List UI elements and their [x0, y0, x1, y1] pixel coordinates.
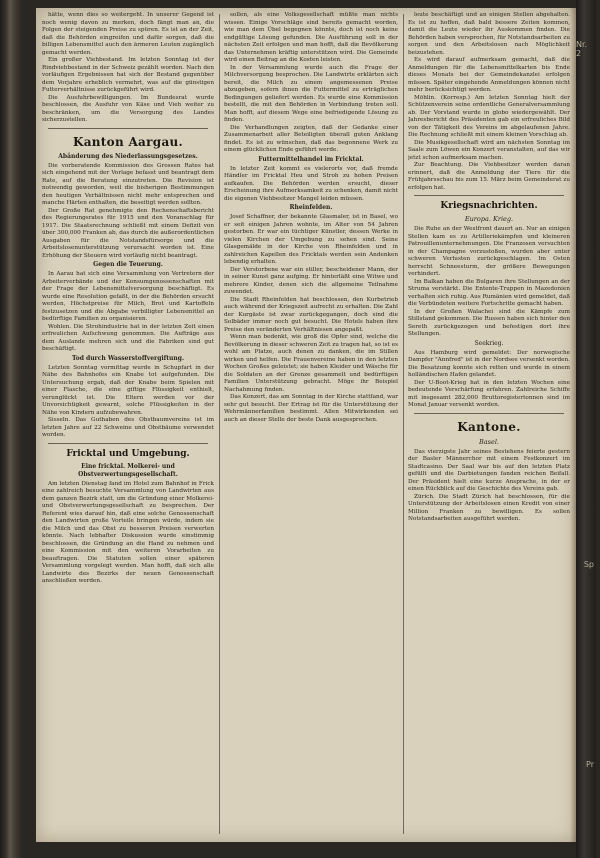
article-paragraph: Die Verhandlungen zeigten, daß der Gedanke einer Zusammenarbeit aller Beteiligten überall guten Anklang findet. Es ist zu wünschen, daß das begonnene Werk zu einem glücklichen Ende geführt werde. [224, 124, 398, 153]
article-paragraph: In letzter Zeit kommt es vielerorts vor, daß fremde Händler im Fricktal Heu und Stroh zu hohen Preisen aufkaufen. Die Behörden werden ersucht, dieser Erscheinung ihre Aufmerksamkeit zu schenken, damit nicht die eigenen Viehbesitzer Mangel leiden müssen. [224, 165, 398, 202]
article-title: Tod durch Wasserstoffvergiftung. [71, 354, 185, 362]
article-paragraph: Die vorberatende Kommission des Grossen Rates hat sich eingehend mit der Vorlage befasst und beantragt dem Rate, auf die Beratung einzutreten. Die Revision ist notwendig geworden, weil die bisherigen Bestimmungen den heutigen Verhältnissen nicht mehr entsprechen und manche Härten enthalten, die beseitigt werden sollten. [42, 162, 214, 206]
article-paragraph: Zürich. Die Stadt Zürich hat beschlossen, für die Unterstützung der Arbeitslosen einen Kredit von einer Million Franken zu bewilligen. Es sollen Notstandsarbeiten ausgeführt werden. [408, 493, 570, 522]
book-binding [576, 0, 596, 858]
article-title: Abänderung des Niederlassungsgesetzes. [58, 152, 198, 160]
section-subheading: Basel. [479, 437, 499, 446]
column-right [408, 12, 570, 838]
column-rule [403, 14, 404, 834]
article-paragraph: Der Verstorbene war ein stiller, bescheidener Mann, der in seiner Kunst ganz aufging. Er hinterläßt eine Witwe und mehrere Kinder, denen sich die allgemeine Teilnahme zuwendet. [224, 266, 398, 295]
binding-label: Sp [583, 560, 594, 569]
column-middle [224, 12, 398, 838]
divider [48, 443, 208, 444]
article-paragraph: Der Große Rat genehmigte den Rechenschaftsbericht des Regierungsrates für 1915 und den Voranschlag für 1917. Die Staatsrechnung schließt mit einem Defizit von über 300,000 Franken ab, das durch die außerordentlichen Ausgaben für die Notstandsfürsorge und die Arbeitslosenunterstützung verursacht worden ist. Eine Erhöhung der Steuern wird vorläufig nicht beantragt. [42, 207, 214, 259]
divider [414, 195, 564, 196]
article-title: Rheinfelden. [289, 204, 333, 211]
article-paragraph: In der Versammlung wurde auch die Frage der Milchversorgung besprochen. Die Landwirte erklärten sich bereit, die Milch zu einem angemessenen Preise abzugeben, sofern ihnen die Futtermittel zu erträglichen Bedingungen geliefert werden. Es wurde eine Kommission bestellt, die mit den Behörden in Verbindung treten soll. Man hofft, auf diesem Wege eine befriedigende Lösung zu finden. [224, 64, 398, 123]
article-title: Eine fricktal. Molkerei- und Obstverwertungsgesellschaft. [78, 462, 178, 478]
article-paragraph: In der Großen Walachei sind die Kämpfe zum Stillstand gekommen. Die Russen haben sich hinter den Sereth zurückgezogen und befestigen dort ihre Stellungen. [408, 308, 570, 337]
article-paragraph: Am letzten Dienstag fand im Hotel zum Bahnhof in Frick eine zahlreich besuchte Versammlung von Landwirten aus dem ganzen Bezirk statt, um die Gründung einer Molkerei- und Obstverwertungsgesellschaft zu besprechen. Der Referent wies darauf hin, daß eine solche Genossenschaft den Landwirten große Vorteile bringen würde, indem sie die Milch und das Obst zu besseren Preisen verwerten könnte. Nach lebhafter Diskussion wurde einstimmig beschlossen, die Gründung an die Hand zu nehmen und eine Kommission mit den weiteren Vorarbeiten zu beauftragen. Die Statuten sollen einer späteren Versammlung vorgelegt werden. Man hofft, daß sich alle Landwirte des Bezirks der neuen Genossenschaft anschließen werden. [42, 480, 214, 584]
article-title: Seekrieg. [474, 339, 504, 347]
divider [48, 128, 208, 129]
section-heading-kanton-aargau: Kanton Aargau. [72, 134, 184, 149]
newspaper-page [36, 8, 576, 842]
divider [414, 413, 564, 414]
section-subheading: Europa. Krieg. [464, 215, 514, 223]
article-paragraph: Das Konzert, das am Sonntag in der Kirche stattfand, war sehr gut besucht. Der Ertrag ist für die Unterstützung der Wehrmännerfamilien bestimmt. Allen Mitwirkenden sei auch an dieser Stelle der beste Dank ausgesprochen. [224, 394, 398, 423]
article-paragraph: Die Stadt Rheinfelden hat beschlossen, den Kurbetrieb auch während der Kriegszeit aufrecht zu erhalten. Die Zahl der Kurgäste ist zwar zurückgegangen, doch sind die Solbäder immer noch gut besucht. Die Hotels haben ihre Preise den veränderten Verhältnissen angepaßt. [224, 296, 398, 333]
article-paragraph: Ein großer Viehbestand. Im letzten Sonntag ist der Rindviehbestand in der Schweiz gezählt worden. Nach den vorläufigen Ergebnissen hat sich der Bestand gegenüber dem Vorjahre erheblich vermehrt, was auf die günstigen Futterverhältnisse zurückgeführt wird. [42, 57, 214, 93]
article-paragraph: Letzten Sonntag vormittag wurde in Schupfart in der Nähe des Bahnhofes ein Knabe tot aufgefunden. Die Untersuchung ergab, daß der Knabe beim Spielen mit einer Flasche, die eine giftige Flüssigkeit enthielt, verunglückt ist. Die Eltern werden vor der Unvorsichtigkeit gewarnt, solche Flüssigkeiten in der Nähe von Kindern aufzubewahren. [42, 364, 214, 416]
column-rule [219, 14, 220, 834]
article-paragraph: Aus Hamburg wird gemeldet: Der norwegische Dampfer "Annfred" ist in der Nordsee versenkt worden. Die Besatzung konnte sich retten und wurde in einem holländischen Hafen gelandet. [408, 349, 570, 378]
article-paragraph: Wohlen. Die Strohindustrie hat in der letzten Zeit einen erfreulichen Aufschwung genommen. Die Aufträge aus dem Auslande mehren sich und die Fabriken sind gut beschäftigt. [42, 323, 214, 352]
article-paragraph: Die Ausfuhrbewilligungen. Im Bundesrat wurde beschlossen, die Ausfuhr von Käse und Vieh weiter zu beschränken, um die Versorgung des Landes sicherzustellen. [42, 94, 214, 123]
article-paragraph: Zur Beachtung. Die Viehbesitzer werden daran erinnert, daß die Anmeldung der Tiere für die Frühjahrsschau bis zum 15. März beim Gemeinderat zu erfolgen hat. [408, 162, 570, 191]
article-paragraph: Die Ruhe an der Westfront dauert an. Nur an einigen Stellen kam es zu Artilleriekämpfen und kleineren Patrouillenunternehmungen. Die Franzosen versuchten in der Champagne vorzustoßen, wurden aber unter schweren Verlusten zurückgeschlagen. Im Osten herrscht Schneesturm, der größere Bewegungen verhindert. [408, 226, 570, 277]
article-paragraph: Möhlin. (Korresp.) Am letzten Sonntag hielt der Schützenverein seine ordentliche Generalversammlung ab. Der Vorstand wurde in globo wiedergewählt. Der Jahresbericht des Präsidenten gab ein erfreuliches Bild von der Tätigkeit des Vereins im abgelaufenen Jahre. Die Rechnung schließt mit einem kleinen Vorschlag ab. [408, 94, 570, 138]
section-heading-kantone: Kantone. [457, 419, 521, 434]
article-title: Futtermittelhandel im Fricktal. [258, 155, 364, 163]
article-paragraph: In Aarau hat sich eine Versammlung von Vertretern der Arbeiterverbände und der Konsumgenossenschaften mit der Frage der Lebensmittelversorgung beschäftigt. Es wurde eine Resolution gefaßt, in der die Behörden ersucht werden, Höchstpreise für Milch, Brot und Kartoffeln festzusetzen und die Abgabe verbilligter Lebensmittel an bedürftige Familien zu organisieren. [42, 271, 214, 322]
article-paragraph: Sisseln. Das Guthaben des Obstbaumvereins ist im letzten Jahre auf 22 Schweine und Obstbäume verwendet worden. [42, 417, 214, 438]
article-title: Gegen die Teuerung. [93, 261, 163, 268]
article-paragraph: sollen, als eine Volksgesellschaft müßte man nichts wissen. Einige Vorschläge sind bereits gemacht worden, wie man dem Übel begegnen könnte, doch ist noch keine endgültige Lösung gefunden. Die Ausführung soll in der nächsten Zeit erfolgen und man hofft, daß die Bevölkerung das Unternehmen kräftig unterstützen wird. Die Gemeinde wird einen Beitrag an die Kosten leisten. [224, 12, 398, 63]
article-paragraph: Der U-Boot-Krieg hat in den letzten Wochen eine bedeutende Verschärfung erfahren. Zahlreiche Schiffe mit insgesamt 282,000 Bruttoregistertonnen sind im Monat Januar versenkt worden. [408, 379, 570, 408]
article-paragraph: Es wird darauf aufmerksam gemacht, daß die Anmeldungen für die Lebensmittelkarten bis Ende dieses Monats bei der Gemeindekanzlei erfolgen müssen. Später eingehende Anmeldungen können nicht mehr berücksichtigt werden. [408, 57, 570, 93]
article-paragraph: hätte, wenn dies so weitergeht. In unserer Gegend ist noch wenig davon zu merken, doch fängt man an, die Folgen der steigenden Preise zu spüren. Es ist an der Zeit, daß die Behörden eingreifen und dafür sorgen, daß die billigen Lebensmittel auch den ärmeren Leuten zugänglich gemacht werden. [42, 12, 214, 56]
article-paragraph: Die Musikgesellschaft wird am nächsten Sonntag im Saale zum Löwen ein Konzert veranstalten, auf das wir jetzt schon aufmerksam machen. [408, 139, 570, 161]
article-paragraph: Wenn man bedenkt, wie groß die Opfer sind, welche die Bevölkerung in dieser schweren Zeit zu tragen hat, so ist es wohl am Platze, auch denen zu danken, die im Stillen wirken und helfen. Die Frauenvereine haben in den letzten Wochen Großes geleistet; sie haben Kleider und Wäsche für die Soldaten an der Grenze gesammelt und bedürftigen Familien Unterstützung gebracht. Möge ihr Beispiel Nachahmung finden. [224, 334, 398, 393]
section-heading-kriegsnachrichten: Kriegsnachrichten. [440, 201, 538, 211]
column-left [42, 12, 214, 838]
section-heading-fricktal: Fricktal und Umgebung. [66, 448, 190, 459]
article-paragraph: Josef Schaffner, der bekannte Glasmaler, ist in Basel, wo er seit einigen Jahren wohnte, im Alter von 54 Jahren gestorben. Er war ein tüchtiger Künstler, dessen Werke in vielen Kirchen der Umgebung zu sehen sind. Seine Glasgemälde in der Kirche von Rheinfelden und in zahlreichen Kapellen des Fricktals werden sein Andenken lebendig erhalten. [224, 214, 398, 265]
binding-label: Nr. 2 [576, 40, 588, 58]
article-paragraph: Im Balkan haben die Bulgaren ihre Stellungen an der Struma verstärkt. Die Entente-Truppen in Mazedonien verhalten sich ruhig. Aus Rumänien wird gemeldet, daß die Verbündeten weitere Fortschritte gemacht haben. [408, 278, 570, 307]
article-paragraph: leute beschäftigt und an einigen Stellen abgehalten. Es ist zu hoffen, daß bald bessere Zeiten kommen, damit die Leute wieder ihr Auskommen finden. Die Behörden haben versprochen, für Notstandsarbeiten zu sorgen und den Arbeitslosen nach Möglichkeit beizustehen. [408, 12, 570, 56]
binding-label: Pr [586, 760, 594, 769]
article-paragraph: Das vierzigste Jahr seines Bestehens feierte gestern der Basler Männerchor mit einem Festkonzert im Stadtcasino. Der Saal war bis auf den letzten Platz gefüllt und die Darbietungen fanden reichen Beifall. Der Präsident hielt eine kurze Ansprache, in der er einen Rückblick auf die Geschichte des Vereins gab. [408, 448, 570, 492]
